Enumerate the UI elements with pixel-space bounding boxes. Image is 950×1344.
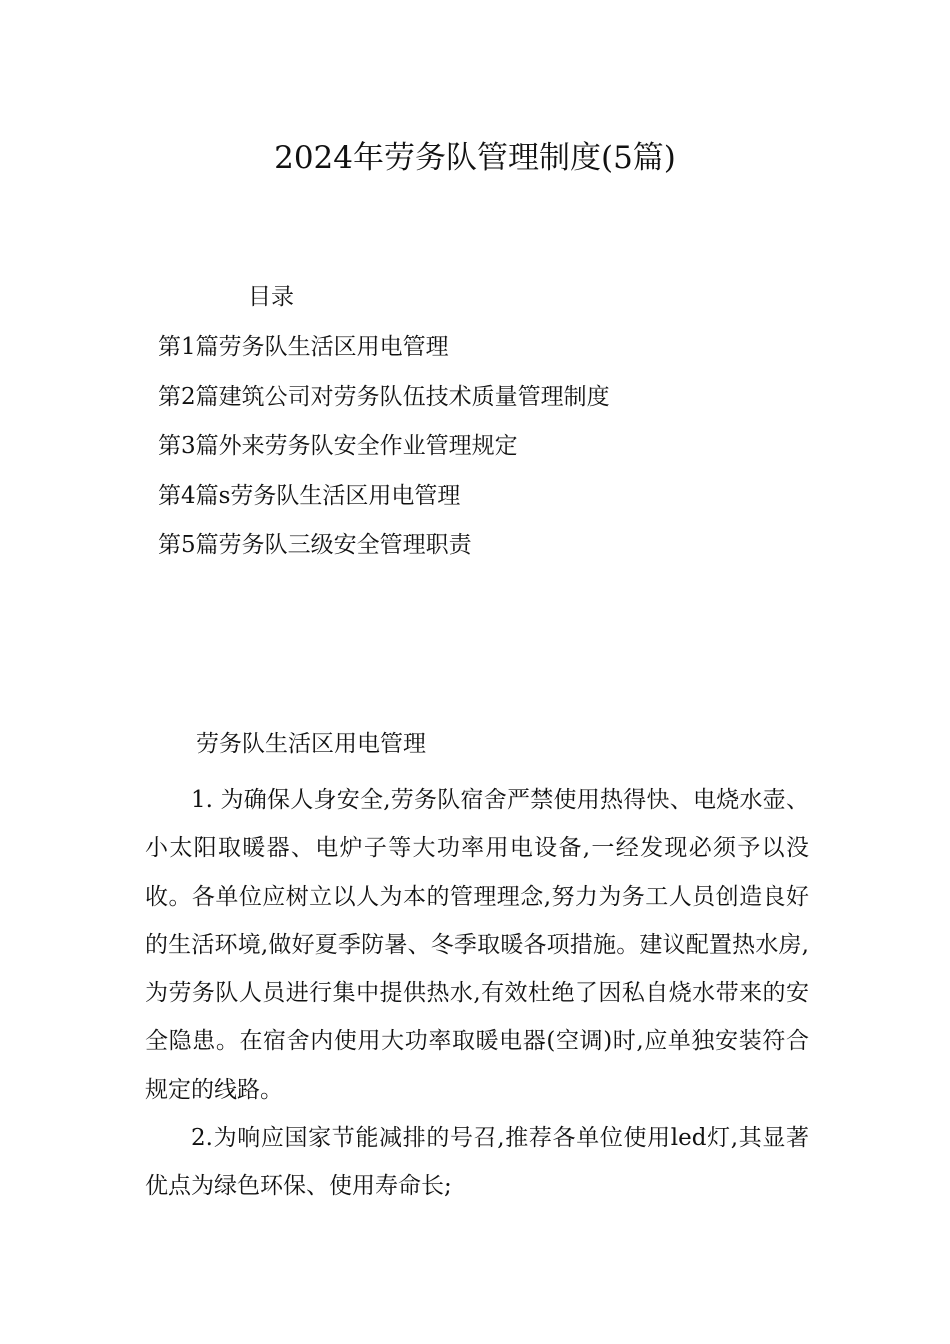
document-title: 2024年劳务队管理制度(5篇) — [274, 140, 676, 176]
toc-heading: 目录 — [248, 284, 294, 310]
table-of-contents — [158, 330, 610, 578]
toc-item[interactable]: 第5篇劳务队三级安全管理职责 — [158, 532, 472, 558]
toc-item[interactable]: 第1篇劳务队生活区用电管理 — [158, 334, 449, 360]
paragraph: 1. 为确保人身安全,劳务队宿舍严禁使用热得快、电烧水壶、小太阳取暖器、电炉子等大功率用电设备,一经发现必须予以没收。各单位应树立以人为本的管理理念,努力为务工人员创造良好的生活环境,做好夏季防暑、冬季取暖各项措施。建议配置热水房,为劳务队人员进行集中提供热水,有效杜绝了因私自烧水带来的安全隐患。在宿舍内使用大功率取暖电器(空调)时,应单独安装符合规定的线路。 — [145, 787, 809, 1103]
section-body — [145, 776, 809, 1211]
paragraph: 2.为响应国家节能减排的号召,推荐各单位使用led灯,其显著优点为绿色环保、使用寿命长; — [145, 1125, 809, 1200]
section-heading: 劳务队生活区用电管理 — [196, 731, 426, 757]
toc-item[interactable]: 第4篇s劳务队生活区用电管理 — [158, 482, 461, 509]
toc-item[interactable]: 第2篇建筑公司对劳务队伍技术质量管理制度 — [158, 383, 610, 410]
toc-item[interactable]: 第3篇外来劳务队安全作业管理规定 — [158, 433, 518, 459]
